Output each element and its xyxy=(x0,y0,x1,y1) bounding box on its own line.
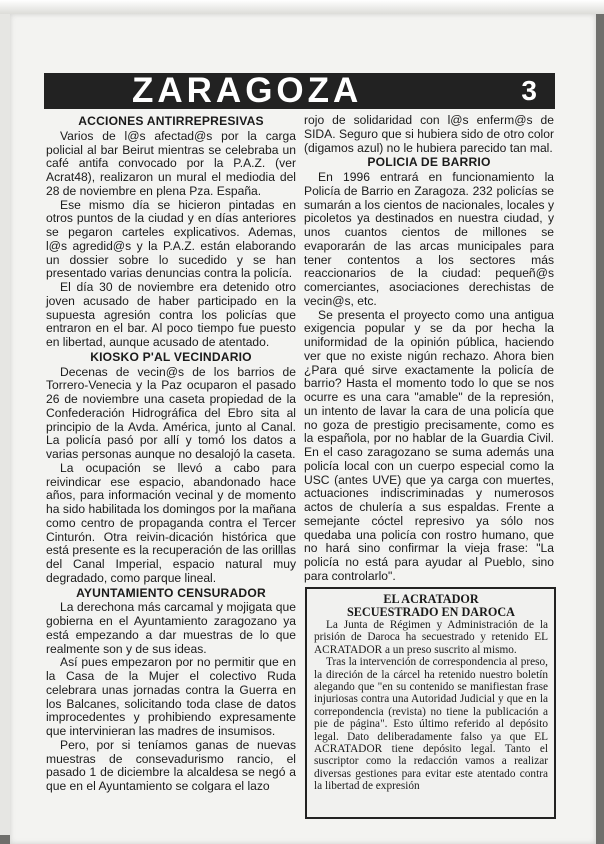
article-heading: ACCIONES ANTIRREPRESIVAS xyxy=(78,114,264,128)
page-top-edge xyxy=(0,0,604,14)
article-paragraph: rojo de solidaridad con l@s enferm@s de SIDA. Seguro que si hubiera sido de otro color (digamos azul) no le hubiera parecido tan mal. xyxy=(304,113,554,155)
article-paragraph: En 1996 entrará en funcionamiento la Policía de Barrio en Zaragoza. 232 policías se sumarán a los cientos de nacionales, locales y picoletos ya destinados en nuestra ciudad, y unos cuantos cientos de millones se evaporarán de las arcas municipales para tener contentos a los sectores más reaccionarios de la ciudad: pequeñ@s comerciantes, asociaciones derechistas de vecin@s, etc. xyxy=(304,170,554,308)
article-paragraph: Se presenta el proyecto como una antigua exigencia popular y se da por hecha la uniformidad de la opinión pública, haciendo ver que no existe nigún rechazo. Ahora bien ¿Para qué sirve exactamente la policía de barrio? Hasta el momento todo lo que se nos ocurre es una cara "amable" de la represión, un intento de lavar la cara de una policía que no goza de prestigio precisamente, como es la española, por no hablar de la Guardia Civil. En el caso zaragozano se suma además una policía local con un cuerpo especial como la USC (antes UVE) que ya carga con muertes, actuaciones indiscriminadas y numerosos actos de chulería a sus espaldas. Frente a semejante cóctel represivo ya sólo nos quedaba una policía con rostro humano, que no hará sino confirmar la vieja frase: "La policía no está para ayudar al Pueblo, sino para controlarlo". xyxy=(304,307,554,583)
acratador-notice-box xyxy=(305,587,556,819)
section-title: ZARAGOZA xyxy=(132,71,363,110)
article-paragraph: El día 30 de noviembre era detenido otro joven acusado de haber participado en la supuesta agresión contra los policías que entraron en el bar. Al poco tiempo fue puesto en libertad, aunque acusado de atentado. xyxy=(46,280,296,349)
article-heading: POLICIA DE BARRIO xyxy=(367,155,491,170)
article-paragraph: La derechona más carcamal y mojigata que gobierna en el Ayuntamiento zaragozano ya está empezando a dar muestras de lo que realmente son y de sus ideas. xyxy=(46,600,296,656)
section-banner xyxy=(44,73,555,109)
box-paragraph: Tras la intervención de correspondencia al preso, la direción de la cárcel ha retenido nuestro boletín alegando que "en su contenido se manifiestan frase injuriosas contra una Autoridad Judicial y que en la correpondencia (revista) no tiene la publicación a pie de página". Esto último referido al depósito legal. Dato deliberadamente falso ya que EL ACRATADOR tiene depósito legal. Tanto el suscriptor como la redacción vamos a realizar diversas gestiones para evitar este atentado contra la libertad de expresión xyxy=(314,656,548,793)
article-heading: KIOSKO P'AL VECINDARIO xyxy=(90,349,252,364)
article-paragraph: Pero, por si teníamos ganas de nuevas muestras de consevadurismo rancio, el pasado 1 de diciembre la alcaldesa se negó a que en el Ayuntamiento se colgara el lazo xyxy=(46,737,296,793)
left-column xyxy=(46,114,296,794)
page-number: 3 xyxy=(521,75,537,106)
box-title-line1: EL ACRATADOR xyxy=(383,592,479,606)
box-title-line2: SECUESTRADO EN DAROCA xyxy=(347,605,515,619)
right-column xyxy=(304,114,554,584)
article-paragraph: La ocupación se llevó a cabo para reivindicar ese espacio, abandonado hace años, para información vecinal y de momento ha sido habilitada los domingos por la mañana como centro de propaganda contra el Tercer Cinturón. Otra reivin-dicación histórica que está presente es la recuperación de las orilllas del Canal Imperial, espacio natural muy degradado, como parque lineal. xyxy=(46,460,296,585)
page-left-edge xyxy=(0,14,10,835)
article-paragraph: Decenas de vecin@s de los barrios de Torrero-Venecia y la Paz ocuparon el pasado 26 de noviembre una caseta propiedad de la Confederación Hidrográfica del Ebro sita al principio de la Avda. América, junto al Canal. La policía pasó por allí y tomó los datos a varias personas aunque no desalojó la caseta. xyxy=(46,364,296,461)
article-paragraph: Ese mismo día se hicieron pintadas en otros puntos de la ciudad y en días anteriores se pegaron carteles explicativos. Ademas, l@s agredid@s y la P.A.Z. están elaborando un dossier sobre lo sucedido y se han presentado varias denuncias contra la policía. xyxy=(46,197,296,281)
article-paragraph: Varios de l@s afectad@s por la carga policial al bar Beirut mientras se celebraba un café antifa convocado por la P.A.Z. (ver Acrat48), realizaron un mural el mediodia del 28 de noviembre en plena Pza. España. xyxy=(46,128,296,198)
article-paragraph: Así pues empezaron por no permitir que en la Casa de la Mujer el colectivo Ruda celebrara unas jornadas contra la Guerra en los Balcanes, solicitando toda clase de datos improcedentes y prohibiendo expresamente que intervinieran las madres de insumisos. xyxy=(46,655,296,738)
box-paragraph: La Junta de Régimen y Administración de la prisión de Daroca ha secuestrado y retenido EL ACRATADOR a un preso suscrito al mismo. xyxy=(314,619,548,656)
article-heading: AYUNTAMIENTO CENSURADOR xyxy=(76,585,266,600)
